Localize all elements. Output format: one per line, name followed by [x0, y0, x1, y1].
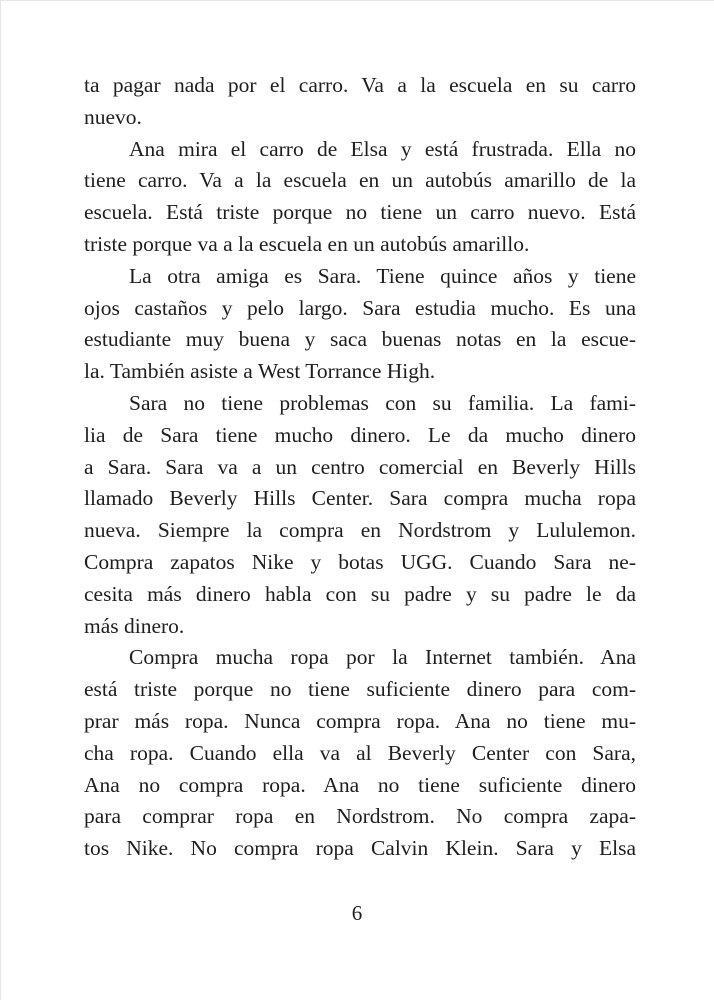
text-line: estudiante muy buena y saca buenas notas en la escue- [84, 327, 636, 352]
text-line: nueva. Siempre la compra en Nordstrom y Lululemon. [84, 518, 636, 543]
text-line: llamado Beverly Hills Center. Sara compra mucha ropa [84, 486, 636, 511]
text-line: nuevo. [84, 104, 142, 129]
paragraph [84, 134, 636, 261]
text-line: tos Nike. No compra ropa Calvin Klein. Sara y Elsa [84, 836, 636, 861]
text-line: triste porque va a la escuela en un autobús amarillo. [84, 231, 530, 256]
text-line: a Sara. Sara va a un centro comercial en Beverly Hills [84, 454, 636, 479]
text-line: Ana no compra ropa. Ana no tiene suficiente dinero [84, 772, 636, 797]
paragraph [84, 261, 636, 388]
text-line: la. También asiste a West Torrance High. [84, 359, 436, 384]
paragraph [84, 388, 636, 642]
text-line: lia de Sara tiene mucho dinero. Le da mucho dinero [84, 422, 636, 447]
text-line: Ana mira el carro de Elsa y está frustrada. Ella no [129, 136, 636, 161]
text-line: Compra mucha ropa por la Internet también. Ana [129, 645, 636, 670]
paragraph [84, 70, 636, 134]
text-line: La otra amiga es Sara. Tiene quince años y tiene [129, 263, 636, 288]
text-line: escuela. Está triste porque no tiene un carro nuevo. Está [84, 200, 636, 225]
text-line: para comprar ropa en Nordstrom. No compra zapa- [84, 804, 636, 829]
text-line: tiene carro. Va a la escuela en un autobús amarillo de la [84, 168, 636, 193]
text-line: Sara no tiene problemas con su familia. La fami- [129, 390, 636, 415]
text-line: está triste porque no tiene suficiente dinero para com- [84, 677, 636, 702]
text-line: más dinero. [84, 613, 185, 638]
text-line: Compra zapatos Nike y botas UGG. Cuando Sara ne- [84, 549, 636, 574]
text-line: prar más ropa. Nunca compra ropa. Ana no tiene mu- [84, 708, 636, 733]
page-text [84, 70, 636, 865]
text-line: cesita más dinero habla con su padre y su padre le da [84, 581, 636, 606]
paragraph [84, 642, 636, 865]
text-line: cha ropa. Cuando ella va al Beverly Center con Sara, [84, 740, 636, 765]
text-line: ta pagar nada por el carro. Va a la escuela en su carro [84, 73, 636, 97]
text-line: ojos castaños y pelo largo. Sara estudia mucho. Es una [84, 295, 636, 320]
page-number: 6 [351, 901, 363, 925]
